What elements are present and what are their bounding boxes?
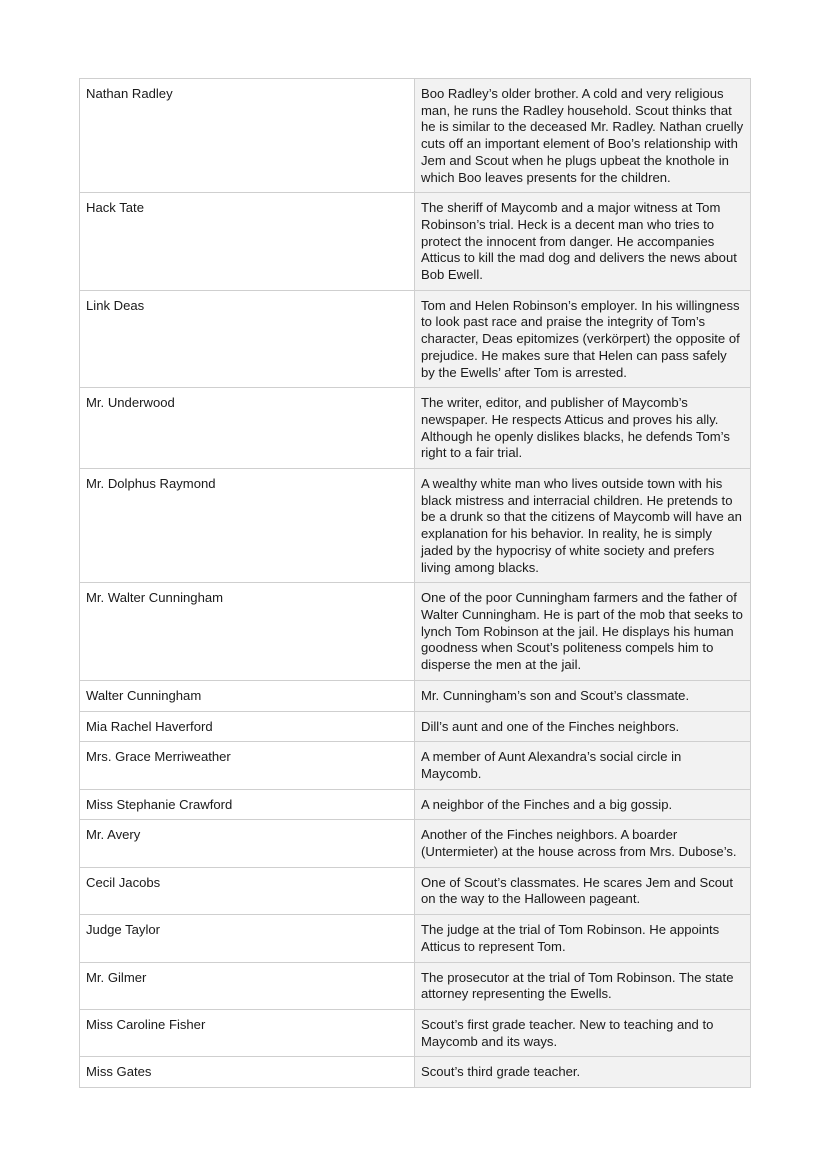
character-name: Miss Gates xyxy=(80,1057,415,1088)
table-row xyxy=(80,388,751,469)
character-name: Walter Cunningham xyxy=(80,680,415,711)
character-description: A neighbor of the Finches and a big gossip. xyxy=(415,789,751,820)
table-row xyxy=(80,193,751,291)
table-row xyxy=(80,79,751,193)
character-name: Mr. Gilmer xyxy=(80,962,415,1009)
character-table xyxy=(79,78,751,1088)
character-name: Mr. Underwood xyxy=(80,388,415,469)
table-row xyxy=(80,583,751,681)
character-name: Mr. Dolphus Raymond xyxy=(80,469,415,583)
table-row xyxy=(80,915,751,962)
table-row xyxy=(80,820,751,867)
character-description: The sheriff of Maycomb and a major witness at Tom Robinson’s trial. Heck is a decent man who tries to protect the innocent from danger. He accompanies Atticus to kill the mad dog and delivers the news about Bob Ewell. xyxy=(415,193,751,291)
character-name: Cecil Jacobs xyxy=(80,867,415,914)
character-name: Miss Caroline Fisher xyxy=(80,1009,415,1056)
table-row xyxy=(80,867,751,914)
table-row xyxy=(80,962,751,1009)
character-description: The prosecutor at the trial of Tom Robinson. The state attorney representing the Ewells. xyxy=(415,962,751,1009)
character-name: Mrs. Grace Merriweather xyxy=(80,742,415,789)
table-row xyxy=(80,1009,751,1056)
character-name: Link Deas xyxy=(80,290,415,388)
character-name: Hack Tate xyxy=(80,193,415,291)
table-row xyxy=(80,1057,751,1088)
character-name: Miss Stephanie Crawford xyxy=(80,789,415,820)
character-description: Another of the Finches neighbors. A boarder (Untermieter) at the house across from Mrs. Dubose’s. xyxy=(415,820,751,867)
character-description: Scout’s third grade teacher. xyxy=(415,1057,751,1088)
character-name: Nathan Radley xyxy=(80,79,415,193)
character-description: Boo Radley’s older brother. A cold and very religious man, he runs the Radley household. Scout thinks that he is similar to the deceased Mr. Radley. Nathan cruelly cuts off an important element of Boo’s relationship with Jem and Scout when he plugs upbeat the knothole in which Boo leaves presents for the children. xyxy=(415,79,751,193)
character-name: Mr. Walter Cunningham xyxy=(80,583,415,681)
character-description: Mr. Cunningham’s son and Scout’s classmate. xyxy=(415,680,751,711)
character-description: The writer, editor, and publisher of Maycomb’s newspaper. He respects Atticus and proves his ally. Although he openly dislikes blacks, he defends Tom’s right to a fair trial. xyxy=(415,388,751,469)
character-name: Mia Rachel Haverford xyxy=(80,711,415,742)
character-description: One of Scout’s classmates. He scares Jem and Scout on the way to the Halloween pageant. xyxy=(415,867,751,914)
character-description: The judge at the trial of Tom Robinson. He appoints Atticus to represent Tom. xyxy=(415,915,751,962)
table-row xyxy=(80,469,751,583)
character-description: Dill’s aunt and one of the Finches neighbors. xyxy=(415,711,751,742)
character-description: Tom and Helen Robinson’s employer. In his willingness to look past race and praise the integrity of Tom’s character, Deas epitomizes (verkörpert) the opposite of prejudice. He makes sure that Helen can pass safely by the Ewells’ after Tom is arrested. xyxy=(415,290,751,388)
character-description: Scout’s first grade teacher. New to teaching and to Maycomb and its ways. xyxy=(415,1009,751,1056)
character-name: Mr. Avery xyxy=(80,820,415,867)
table-row xyxy=(80,711,751,742)
table-row xyxy=(80,789,751,820)
character-name: Judge Taylor xyxy=(80,915,415,962)
character-description: A wealthy white man who lives outside town with his black mistress and interracial children. He pretends to be a drunk so that the citizens of Maycomb will have an explanation for his behavior. In reality, he is simply jaded by the hypocrisy of white society and prefers living among blacks. xyxy=(415,469,751,583)
character-description: A member of Aunt Alexandra’s social circle in Maycomb. xyxy=(415,742,751,789)
table-row xyxy=(80,680,751,711)
table-row xyxy=(80,290,751,388)
character-description: One of the poor Cunningham farmers and the father of Walter Cunningham. He is part of the mob that seeks to lynch Tom Robinson at the jail. He displays his human goodness when Scout’s politeness compels him to disperse the men at the jail. xyxy=(415,583,751,681)
table-row xyxy=(80,742,751,789)
